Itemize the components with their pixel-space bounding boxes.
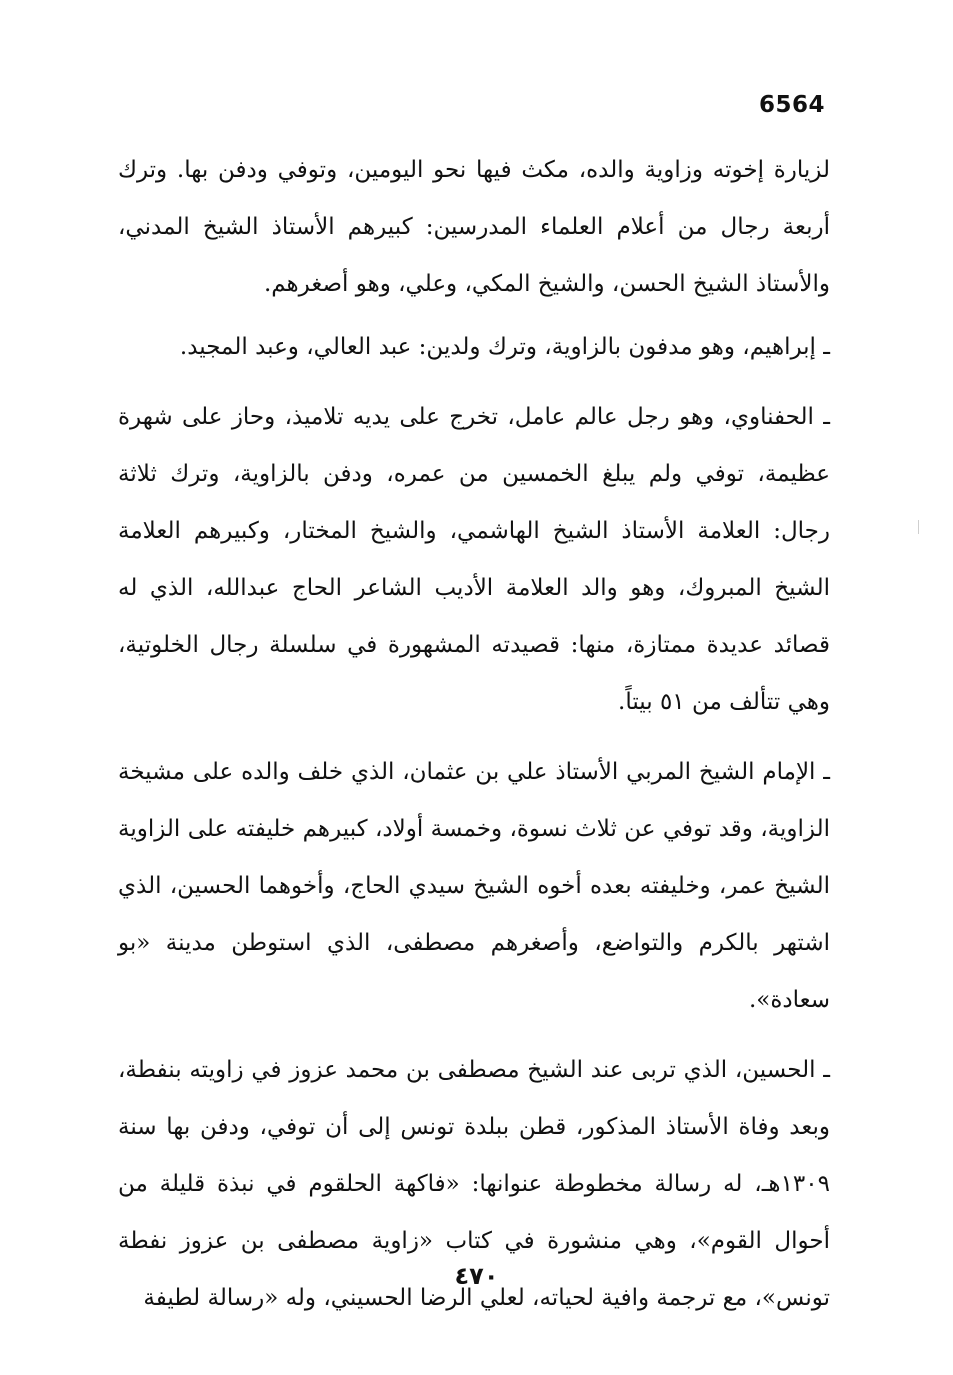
- page-id-label: 6564: [758, 92, 825, 118]
- paragraph-4: ـ الإمام الشيخ المربي الأستاذ علي بن عثمان، الذي خلف والده على مشيخة الزاوية، وقد توفي عن ثلاث نسوة، وخمسة أولاد، كبيرهم خليفته على الزاوية الشيخ عمر، وخليفته بعده أخوه الشيخ سيدي الحاج، وأخوهما الحسين، الذي اشتهر بالكرم والتواضع، وأصغرهم مصطفى، الذي استوطن مدينة «بو سعادة».: [118, 759, 830, 1013]
- paragraph-1: لزيارة إخوته وزاوية والده، مكث فيها نحو اليومين، وتوفي ودفن بها. وترك أربعة رجال من أعلام العلماء المدرسين: كبيرهم الأستاذ الشيخ المدني، والأستاذ الشيخ الحسن، والشيخ المكي، وعلي، وهو أصغرهم.: [118, 157, 830, 297]
- page-number: ٤٧٠: [454, 1262, 499, 1290]
- paragraph-3: ـ الحفناوي، وهو رجل عالم عامل، تخرج على يديه تلاميذ، وحاز على شهرة عظيمة، توفي ولم يبلغ الخمسين من عمره، ودفن بالزاوية، وترك ثلاثة رجال: العلامة الأستاذ الشيخ الهاشمي، والشيخ المختار، وكبيرهم العلامة الشيخ المبروك، وهو والد العلامة الأديب الشاعر الحاج عبدالله، الذي له قصائد عديدة ممتازة، منها: قصيدته المشهورة في سلسلة رجال الخلوتية، وهي تتألف من ٥١ بيتاً.: [118, 404, 830, 715]
- body-text: [118, 142, 830, 1340]
- paragraph-5: ـ الحسين، الذي تربى عند الشيخ مصطفى بن محمد عزوز في زاويته بنفطة، وبعد وفاة الأستاذ المذكور، قطن ببلدة تونس إلى أن توفي، ودفن بها سنة ١٣٠٩هـ، له رسالة مخطوطة عنوانها: «فاكهة الحلقوم في نبذة قليلة من أحوال القوم»، وهي منشورة في كتاب «زاوية مصطفى بن عزوز نفطة تونس»، مع ترجمة وافية لحياته، لعلي الرضا الحسيني، وله «رسالة لطيفة: [118, 1057, 830, 1311]
- scan-edge-mark: [918, 520, 919, 534]
- paragraph-2: ـ إبراهيم، وهو مدفون بالزاوية، وترك ولدين: عبد العالي، وعبد المجيد.: [179, 334, 830, 360]
